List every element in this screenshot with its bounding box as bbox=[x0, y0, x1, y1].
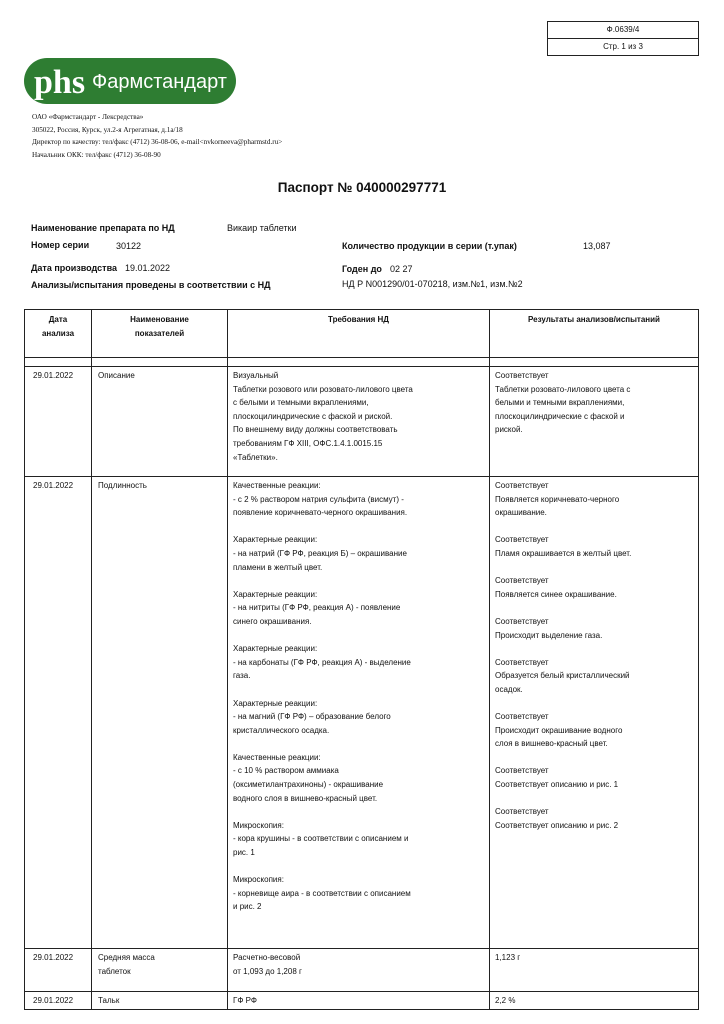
analysis-label: Анализы/испытания проведены в соответствии с НД bbox=[31, 280, 271, 290]
result-segment: Соответствует Появляется коричневато-черного окрашивание. bbox=[495, 481, 620, 518]
analysis-value: НД Р N001290/01-070218, изм.№1, изм.№2 bbox=[342, 279, 523, 289]
company-okk-head: Начальник ОКК: тел/факс (4712) 36-08-90 bbox=[32, 150, 161, 159]
qty-label: Количество продукции в серии (т.упак) bbox=[342, 241, 517, 251]
expiry-value: 02 27 bbox=[390, 264, 413, 274]
row-result bbox=[490, 477, 699, 949]
series-value: 30122 bbox=[116, 241, 142, 251]
requirement-segment: Качественные реакции: - с 2 % раствором натрия сульфита (висмут) - появление коричневато-черного окрашивания. bbox=[233, 481, 408, 518]
requirement-segment: Микроскопия: - корневище аира - в соответствии с описанием и рис. 2 bbox=[233, 875, 411, 912]
logo-name: Фармстандарт bbox=[92, 71, 227, 93]
drug-label: Наименование препарата по НД bbox=[31, 223, 175, 233]
prod-date-label: Дата производства bbox=[31, 263, 117, 273]
table-row bbox=[25, 992, 699, 1010]
row-date: 29.01.2022 bbox=[25, 367, 92, 477]
table-header-row bbox=[25, 310, 699, 358]
company-name: ОАО «Фармстандарт - Лексредства» bbox=[32, 113, 144, 121]
table-row bbox=[25, 477, 699, 949]
requirement-segment: Характерные реакции: - на магний (ГФ РФ) – образование белого кристаллического осадка. bbox=[233, 698, 391, 735]
qty-value: 13,087 bbox=[583, 241, 611, 251]
requirement-segment: Характерные реакции: - на натрий (ГФ РФ, реакция Б) – окрашивание пламени в желтый цвет. bbox=[233, 535, 407, 572]
row-requirement bbox=[228, 477, 490, 949]
row-indicator: Подлинность bbox=[92, 477, 228, 949]
table-gap bbox=[25, 358, 699, 367]
pharmstandard-logo bbox=[24, 55, 238, 107]
row-indicator: Описание bbox=[92, 367, 228, 477]
table-row bbox=[25, 949, 699, 992]
row-indicator bbox=[92, 949, 228, 992]
passport-title: Паспорт № 040000297771 bbox=[277, 180, 447, 195]
row-requirement bbox=[228, 949, 490, 992]
logo-mark: phs bbox=[34, 64, 86, 101]
row-result bbox=[490, 367, 699, 477]
result-segment: Соответствует Происходит окрашивание водного слоя в вишнево-красный цвет. bbox=[495, 712, 623, 749]
result-segment: Соответствует Соответствует описанию и рис. 1 bbox=[495, 766, 619, 790]
header-date: Дата анализа bbox=[25, 310, 92, 358]
requirement-segment: Качественные реакции: - с 10 % раствором аммиака (оксиметилантрахиноны) - окрашивание водного слоя в вишнево-красный цвет. bbox=[233, 752, 384, 803]
row-date: 29.01.2022 bbox=[25, 477, 92, 949]
row-date: 29.01.2022 bbox=[25, 949, 92, 992]
company-address: 305022, Россия, Курск, ул.2-я Агрегатная, д.1а/18 bbox=[32, 125, 183, 134]
result-segment: Соответствует Происходит выделение газа. bbox=[495, 616, 603, 640]
row-indicator: Тальк bbox=[92, 992, 228, 1010]
indicator-text: Средняя масса таблеток bbox=[98, 953, 155, 976]
result-segment: Соответствует Соответствует описанию и рис. 2 bbox=[495, 807, 619, 830]
requirement-segment: Характерные реакции: - на нитриты (ГФ РФ, реакция А) - появление синего окрашивания. bbox=[233, 589, 401, 626]
form-code: Ф.0639/4 bbox=[606, 25, 640, 34]
row-requirement: ГФ РФ bbox=[228, 992, 490, 1010]
requirement-text: Визуальный Таблетки розового или розовато-лилового цвета с белыми и темными вкраплениями, плоскоцилиндрические с фаской и риской. По внешнему виду должны соответствовать требованиям ГФ XIII, ОФС.1.4.1.0015.15 «Таблетки». bbox=[233, 371, 413, 462]
row-result: 2,2 % bbox=[490, 992, 699, 1010]
result-segment: Соответствует Пламя окрашивается в желтый цвет. bbox=[495, 535, 632, 558]
row-date: 29.01.2022 bbox=[25, 992, 92, 1010]
company-info bbox=[32, 111, 282, 161]
result-text: Соответствует Таблетки розовато-лилового цвета с белыми и темными вкраплениями, плоскоцилиндрические с фаской и риской. bbox=[495, 371, 631, 435]
drug-value: Викаир таблетки bbox=[227, 223, 297, 233]
result-segment: Соответствует Появляется синее окрашивание. bbox=[495, 576, 617, 599]
series-label: Номер серии bbox=[31, 240, 90, 250]
requirement-segment: Характерные реакции: - на карбонаты (ГФ РФ, реакция А) - выделение газа. bbox=[233, 644, 411, 681]
page-info: Стр. 1 из 3 bbox=[548, 38, 698, 55]
results-table bbox=[24, 309, 699, 1010]
header-name: Наименование показателей bbox=[92, 310, 228, 358]
row-result: 1,123 г bbox=[490, 949, 699, 992]
company-director: Директор по качеству: тел/факс (4712) 36-08-06, e-mail<nvkorneeva@pharmstd.ru> bbox=[32, 138, 283, 147]
expiry-label: Годен до bbox=[342, 264, 382, 274]
requirement-segment: Микроскопия: - кора крушины - в соответствии с описанием и рис. 1 bbox=[233, 820, 409, 858]
row-requirement bbox=[228, 367, 490, 477]
header-results: Результаты анализов/испытаний bbox=[490, 310, 699, 358]
header-requirements: Требования НД bbox=[228, 310, 490, 358]
prod-date-value: 19.01.2022 bbox=[125, 263, 171, 273]
table-row bbox=[25, 367, 699, 477]
form-code-box bbox=[547, 21, 699, 56]
result-segment: Соответствует Образуется белый кристаллический осадок. bbox=[495, 657, 630, 694]
requirement-text: Расчетно-весовой от 1,093 до 1,208 г bbox=[233, 953, 302, 976]
